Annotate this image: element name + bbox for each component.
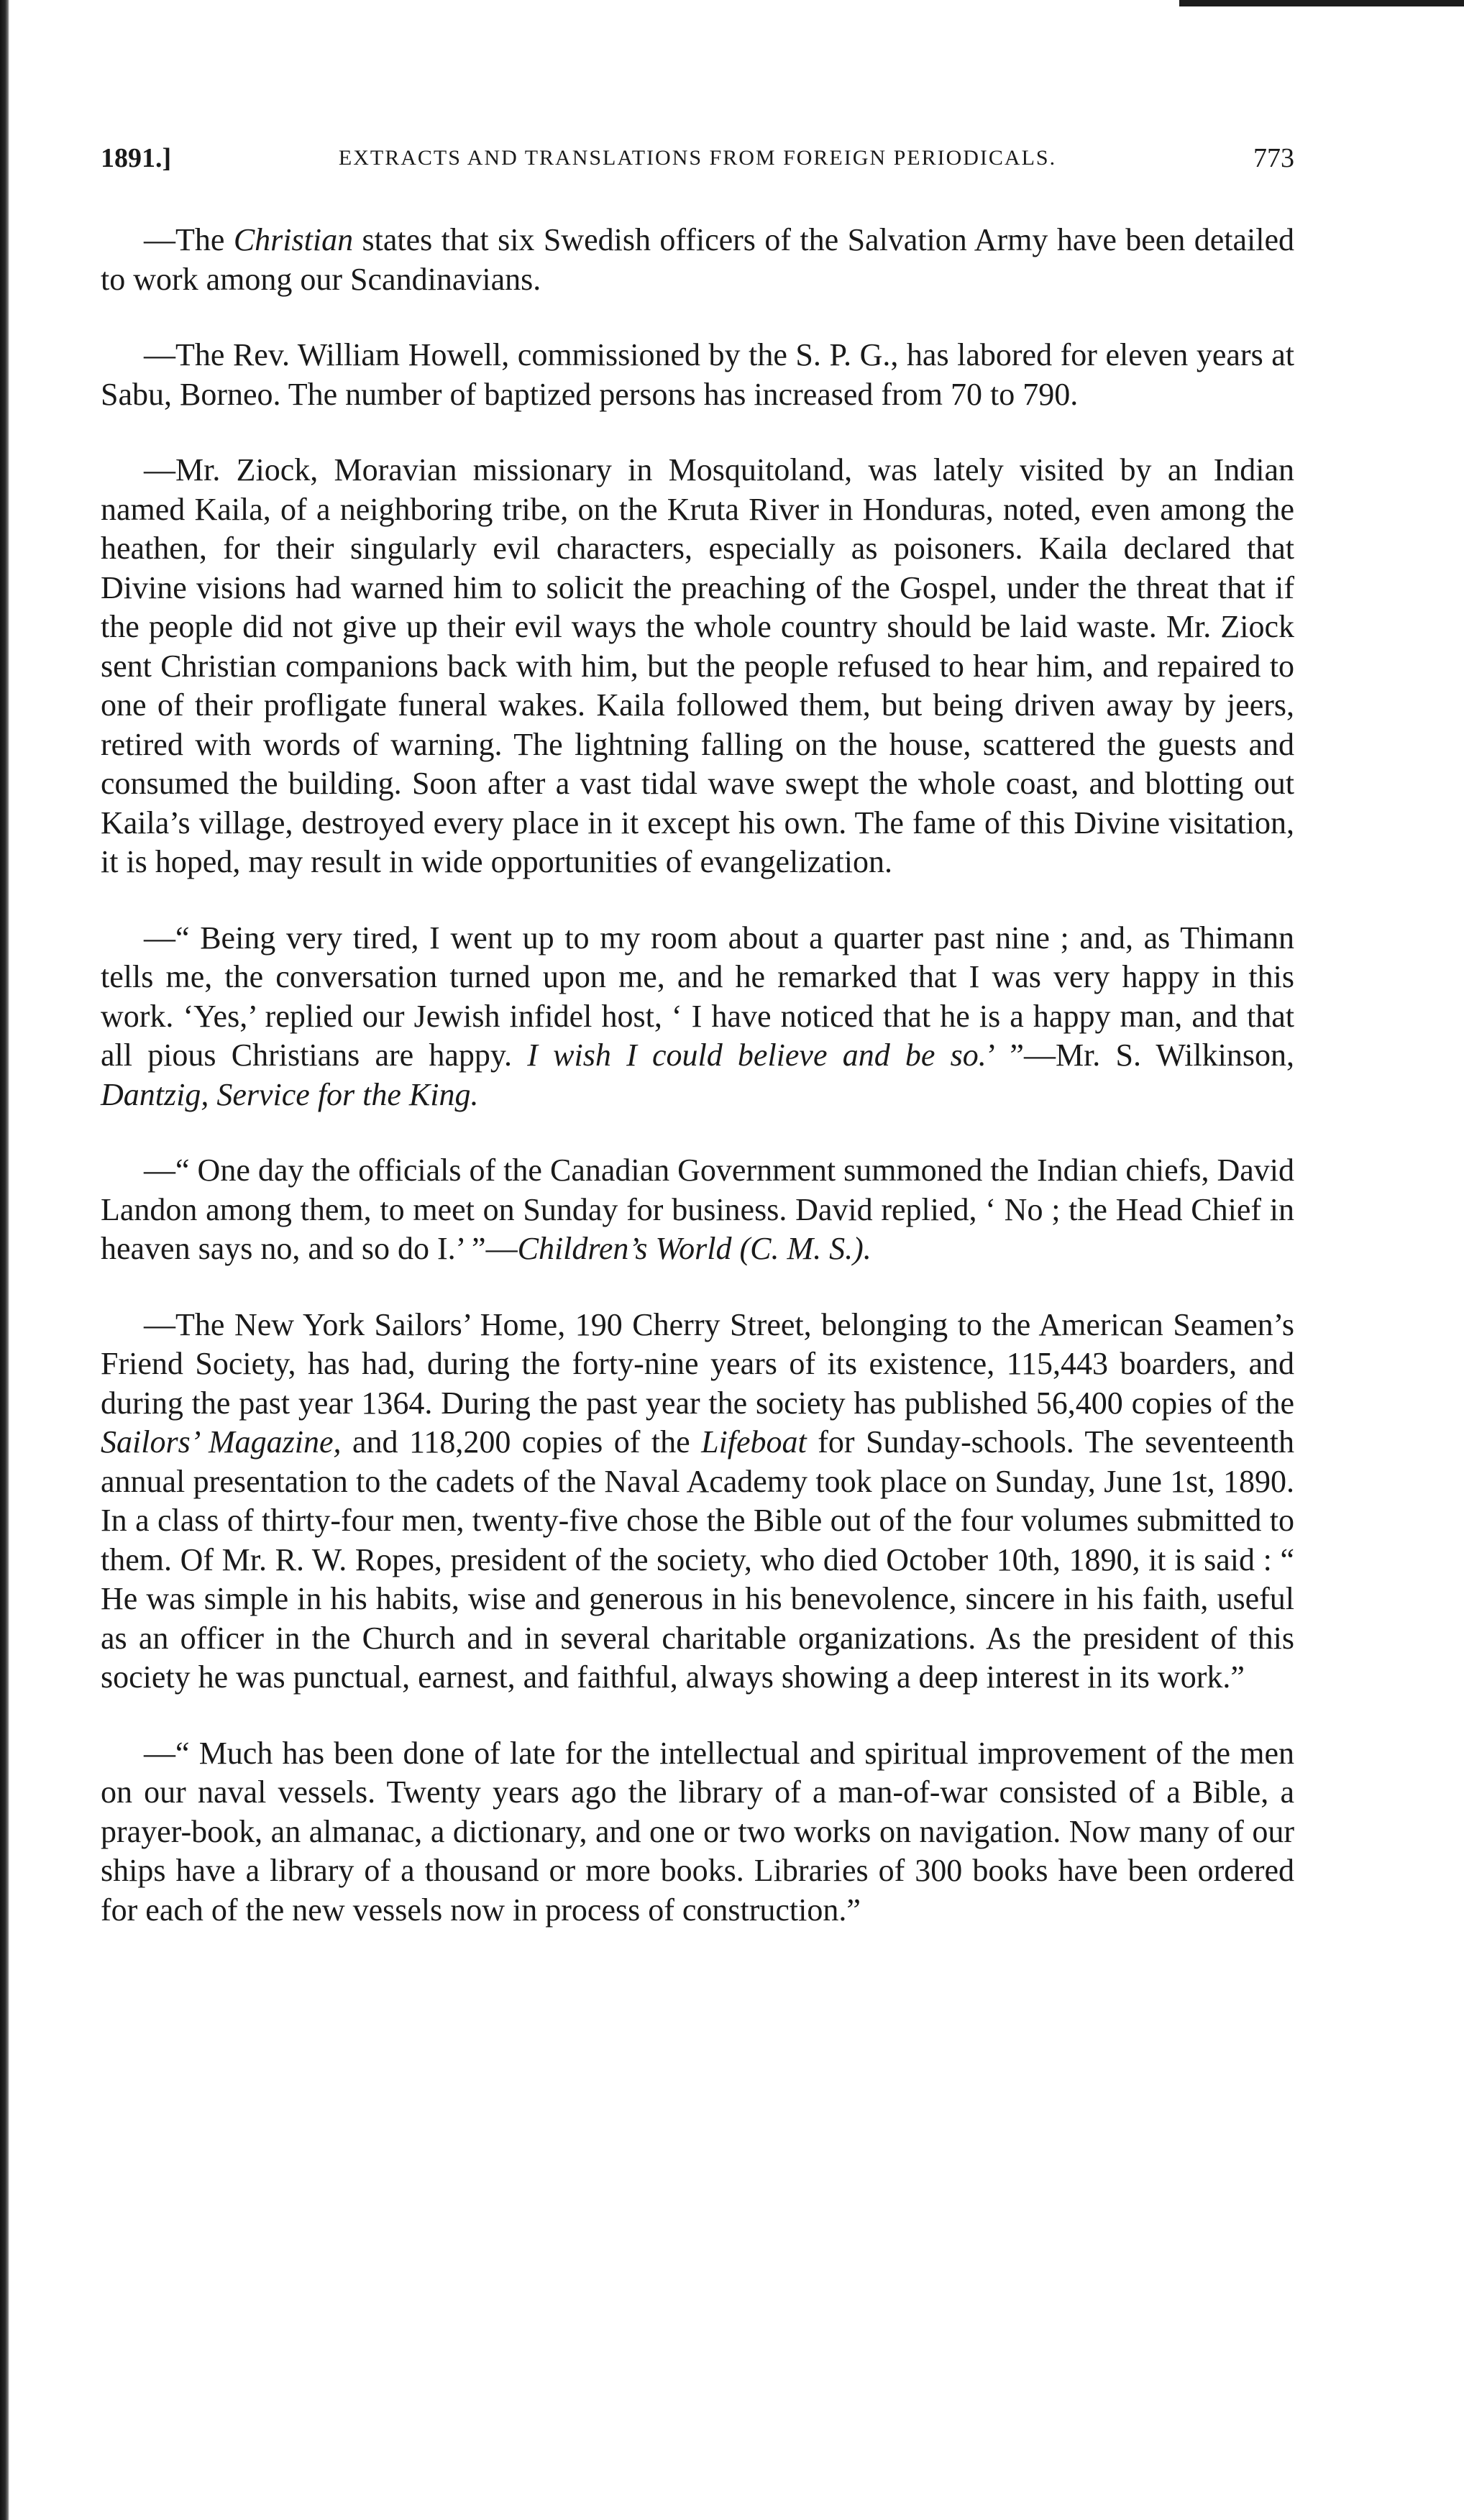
italic-text: Christian [233,222,354,257]
italic-text: Dantzig, Service for the King. [101,1076,479,1112]
paragraph-text: —The New York Sailors’ Home, 190 Cherry Street, belonging to the American Seamen’s Friend Society, has had, during the forty-nine years of its existence, 115,443 boarders, and during the past year 1364. During the past year the society has published 56,400 copies of the [101,1306,1294,1421]
paragraph [101,1306,1294,1697]
paragraph [101,1151,1294,1269]
paragraph-text: —“ Being very tired, I went up to my room about a quarter past nine ; and, as Thimann tells me, the conversation turned upon me, and he remarked that I was very happy in this work. ‘Yes,’ replied our Jewish infidel host, ‘ I have noticed that he is a happy man, and that all pious Christians are happy. [101,920,1294,1073]
italic-text: Sailors’ Magazine, [101,1424,342,1460]
paragraph-text: —The Rev. William Howell, commissioned by the S. P. G., has labored for eleven years at Sabu, Borneo. The number of baptized persons has increased from 70 to 790. [101,337,1294,412]
italic-text: Lifeboat [701,1424,807,1460]
paragraph-text: ’ ”—Mr. S. Wilkinson, [986,1037,1294,1073]
paragraph [101,1734,1294,1930]
paragraph [101,451,1294,882]
scan-top-rule [1179,0,1464,6]
paragraph-text: —Mr. Ziock, Moravian missionary in Mosquitoland, was lately visited by an Indian named Kaila, of a neighboring tribe, on the Kruta River in Honduras, noted, even among the heathen, for their singularly evil characters, especially as poisoners. Kaila declared that Divine visions had warned him to solicit the preaching of the Gospel, under the threat that if the people did not give up their evil ways the whole country should be laid waste. Mr. Ziock sent Christian companions back with him, but the people refused to hear him, and repaired to one of their profligate funeral wakes. Kaila followed them, but being driven away by jeers, retired with words of warning. The lightning falling on the house, scattered the guests and consumed the building. Soon after a vast tidal wave swept the whole coast, and blotting out Kaila’s village, destroyed every place in it except his own. The fame of this Divine visitation, it is hoped, may result in wide opportunities of evangelization. [101,452,1294,879]
paragraph-text: and 118,200 copies of the [341,1424,702,1460]
article-body [101,221,1294,1930]
paragraph [101,336,1294,414]
paragraph-text: —The [144,222,234,257]
paragraph [101,919,1294,1115]
italic-text: Children’s World (C. M. S.). [517,1231,871,1266]
header-title: EXTRACTS AND TRANSLATIONS FROM FOREIGN PERIODICALS. [338,146,1057,170]
paragraph-text: states that six Swedish officers of the Salvation Army have been detailed to work among our Scandinavians. [101,222,1295,297]
paragraph-text: —“ One day the officials of the Canadian Government summoned the Indian chiefs, David Landon among them, to meet on Sunday for business. David replied, ‘ No ; the Head Chief in heaven says no, and so do I.’ ”— [101,1153,1294,1266]
italic-text: I wish I could believe and be so. [527,1037,987,1073]
scan-left-edge [0,0,9,2520]
page [101,133,1294,1966]
paragraph-text: for Sunday-schools. The seventeenth annual presentation to the cadets of the Naval Academy took place on Sunday, June 1st, 1890. In a class of thirty-four men, twenty-five chose the Bible out of the four volumes submitted to them. Of Mr. R. W. Ropes, president of the society, who died October 10th, 1890, it is said : “ He was simple in his habits, wise and generous in his benevolence, sincere in his faith, useful as an officer in the Church and in several charitable organizations. As the president of this society he was punctual, earnest, and faithful, always showing a deep interest in its work.” [101,1424,1294,1695]
paragraph [101,221,1294,299]
paragraph-text: —“ Much has been done of late for the intellectual and spiritual improvement of the men on our naval vessels. Twenty years ago the library of a man-of-war consisted of a Bible, a prayer-book, an almanac, a dictionary, and one or two works on navigation. Now many of our ships have a library of a thousand or more books. Libraries of 300 books have been ordered for each of the new vessels now in process of construction.” [101,1735,1294,1928]
page-number: 773 [1253,143,1294,173]
running-head [101,133,1294,183]
header-year: 1891.] [101,143,172,173]
